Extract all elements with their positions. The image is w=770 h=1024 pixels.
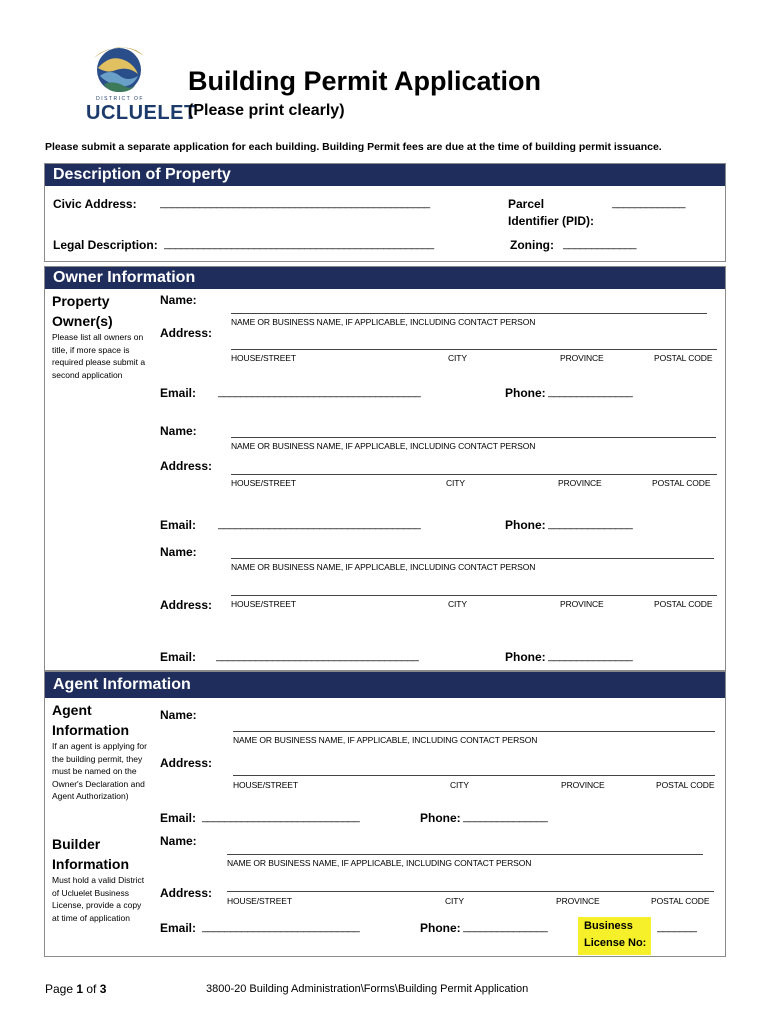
agent-name-field[interactable] (233, 731, 715, 732)
agent-email-field[interactable]: ____________________________ (202, 811, 360, 823)
owner3-province-caption: PROVINCE (560, 599, 604, 609)
business-license-label-2: License No: (584, 937, 647, 949)
owner3-phone-label: Phone: (505, 650, 546, 664)
builder-phone-label: Phone: (420, 921, 461, 935)
builder-side-title: Builder (52, 836, 101, 852)
owner2-province-caption: PROVINCE (558, 478, 602, 488)
owner3-email-label: Email: (160, 650, 197, 664)
legal-description-label: Legal Description: (53, 238, 158, 252)
business-license-highlight (578, 917, 651, 955)
owner3-address-label: Address: (160, 598, 213, 612)
owner2-postal-caption: POSTAL CODE (652, 478, 711, 488)
agent-province-caption: PROVINCE (561, 780, 605, 790)
builder-province-caption: PROVINCE (556, 896, 600, 906)
owner3-name-caption: NAME OR BUSINESS NAME, IF APPLICABLE, INCLUDING CONTACT PERSON (231, 562, 536, 572)
page-total: 3 (99, 982, 107, 996)
logo-district-text: DISTRICT OF (96, 96, 144, 102)
pid-field[interactable]: _____________ (612, 197, 686, 209)
builder-postal-caption: POSTAL CODE (651, 896, 710, 906)
page-number (45, 982, 106, 996)
page-of: of (83, 982, 100, 996)
owner1-phone-label: Phone: (505, 386, 546, 400)
logo-name: UCLUELET (86, 102, 197, 124)
agent-house-caption: HOUSE/STREET (233, 780, 298, 790)
owner1-house-caption: HOUSE/STREET (231, 353, 296, 363)
owner1-name-label: Name: (160, 293, 197, 307)
builder-city-caption: CITY (445, 896, 464, 906)
owner1-postal-caption: POSTAL CODE (654, 353, 713, 363)
owner2-house-caption: HOUSE/STREET (231, 478, 296, 488)
civic-address-field[interactable]: ________________________________________________ (160, 197, 430, 209)
owner2-email-field[interactable]: ____________________________________ (218, 518, 421, 530)
owner2-name-field[interactable] (231, 437, 716, 438)
agent-phone-field[interactable]: _______________ (463, 811, 548, 823)
builder-email-label: Email: (160, 921, 197, 935)
property-heading: Description of Property (45, 164, 725, 186)
builder-name-field[interactable] (227, 854, 703, 855)
owner1-email-field[interactable]: ____________________________________ (218, 386, 421, 398)
parcel-label-2: Identifier (PID): (508, 214, 594, 228)
builder-side-note: Must hold a valid District of Ucluelet Business License, provide a copy at time of application (52, 875, 145, 923)
agent-name-caption: NAME OR BUSINESS NAME, IF APPLICABLE, INCLUDING CONTACT PERSON (233, 735, 538, 745)
business-license-field[interactable]: _______ (657, 921, 697, 933)
page-title: Building Permit Application (188, 66, 542, 96)
agent-heading: Agent Information (45, 672, 725, 698)
builder-email-field[interactable]: ____________________________ (202, 921, 360, 933)
page-current: 1 (76, 982, 84, 996)
zoning-field[interactable]: _____________ (563, 238, 637, 250)
owner2-city-caption: CITY (446, 478, 465, 488)
owner3-name-field[interactable] (231, 558, 714, 559)
owner1-address-field[interactable] (231, 349, 717, 350)
owner2-name-caption: NAME OR BUSINESS NAME, IF APPLICABLE, INCLUDING CONTACT PERSON (231, 441, 536, 451)
page-subtitle: (Please print clearly) (188, 102, 345, 119)
agent-name-label: Name: (160, 708, 197, 722)
business-license-label: Business (584, 920, 633, 932)
agent-address-field[interactable] (233, 775, 715, 776)
agent-email-label: Email: (160, 811, 197, 825)
owner2-phone-label: Phone: (505, 518, 546, 532)
owner1-province-caption: PROVINCE (560, 353, 604, 363)
owner1-city-caption: CITY (448, 353, 467, 363)
document-path: 3800-20 Building Administration\Forms\Building Permit Application (206, 983, 529, 995)
owner-side-title: Property (52, 293, 110, 309)
owner2-phone-field[interactable]: _______________ (548, 518, 633, 530)
owner1-phone-field[interactable]: _______________ (548, 386, 633, 398)
owner1-name-field[interactable] (231, 313, 707, 314)
owner3-phone-field[interactable]: _______________ (548, 650, 633, 662)
owner3-house-caption: HOUSE/STREET (231, 599, 296, 609)
legal-description-field[interactable]: ________________________________________________ (164, 238, 434, 250)
owner3-postal-caption: POSTAL CODE (654, 599, 713, 609)
page-prefix: Page (45, 982, 77, 996)
owner3-name-label: Name: (160, 545, 197, 559)
agent-city-caption: CITY (450, 780, 469, 790)
owner2-email-label: Email: (160, 518, 197, 532)
owner1-address-label: Address: (160, 326, 213, 340)
agent-phone-label: Phone: (420, 811, 461, 825)
civic-address-label: Civic Address: (53, 197, 137, 211)
owner-side-note: Please list all owners on title, if more space is required please submit a second application (52, 332, 146, 380)
builder-phone-field[interactable]: _______________ (463, 921, 548, 933)
builder-name-label: Name: (160, 834, 197, 848)
owner2-address-field[interactable] (231, 474, 717, 475)
owner3-email-field[interactable]: ____________________________________ (216, 650, 419, 662)
owner-side-title-2: Owner(s) (52, 313, 113, 329)
builder-house-caption: HOUSE/STREET (227, 896, 292, 906)
zoning-label: Zoning: (510, 238, 554, 252)
owner1-name-caption: NAME OR BUSINESS NAME, IF APPLICABLE, INCLUDING CONTACT PERSON (231, 317, 536, 327)
owner2-address-label: Address: (160, 459, 213, 473)
parcel-label: Parcel (508, 197, 545, 211)
owner3-city-caption: CITY (448, 599, 467, 609)
owner2-name-label: Name: (160, 424, 197, 438)
builder-side-title-2: Information (52, 856, 129, 872)
owner-heading: Owner Information (45, 267, 725, 289)
builder-name-caption: NAME OR BUSINESS NAME, IF APPLICABLE, INCLUDING CONTACT PERSON (227, 858, 532, 868)
owner3-address-field[interactable] (231, 595, 717, 596)
agent-side-note: If an agent is applying for the building permit, they must be named on the Owner's Declaration and Agent Authorization) (52, 741, 147, 801)
agent-side-title: Agent (52, 702, 92, 718)
agent-side-title-2: Information (52, 722, 129, 738)
owner1-email-label: Email: (160, 386, 197, 400)
agent-postal-caption: POSTAL CODE (656, 780, 715, 790)
agent-address-label: Address: (160, 756, 213, 770)
builder-address-label: Address: (160, 886, 213, 900)
builder-address-field[interactable] (227, 891, 714, 892)
intro-text: Please submit a separate application for each building. Building Permit fees are due at the time of building permit issuance. (45, 141, 662, 153)
